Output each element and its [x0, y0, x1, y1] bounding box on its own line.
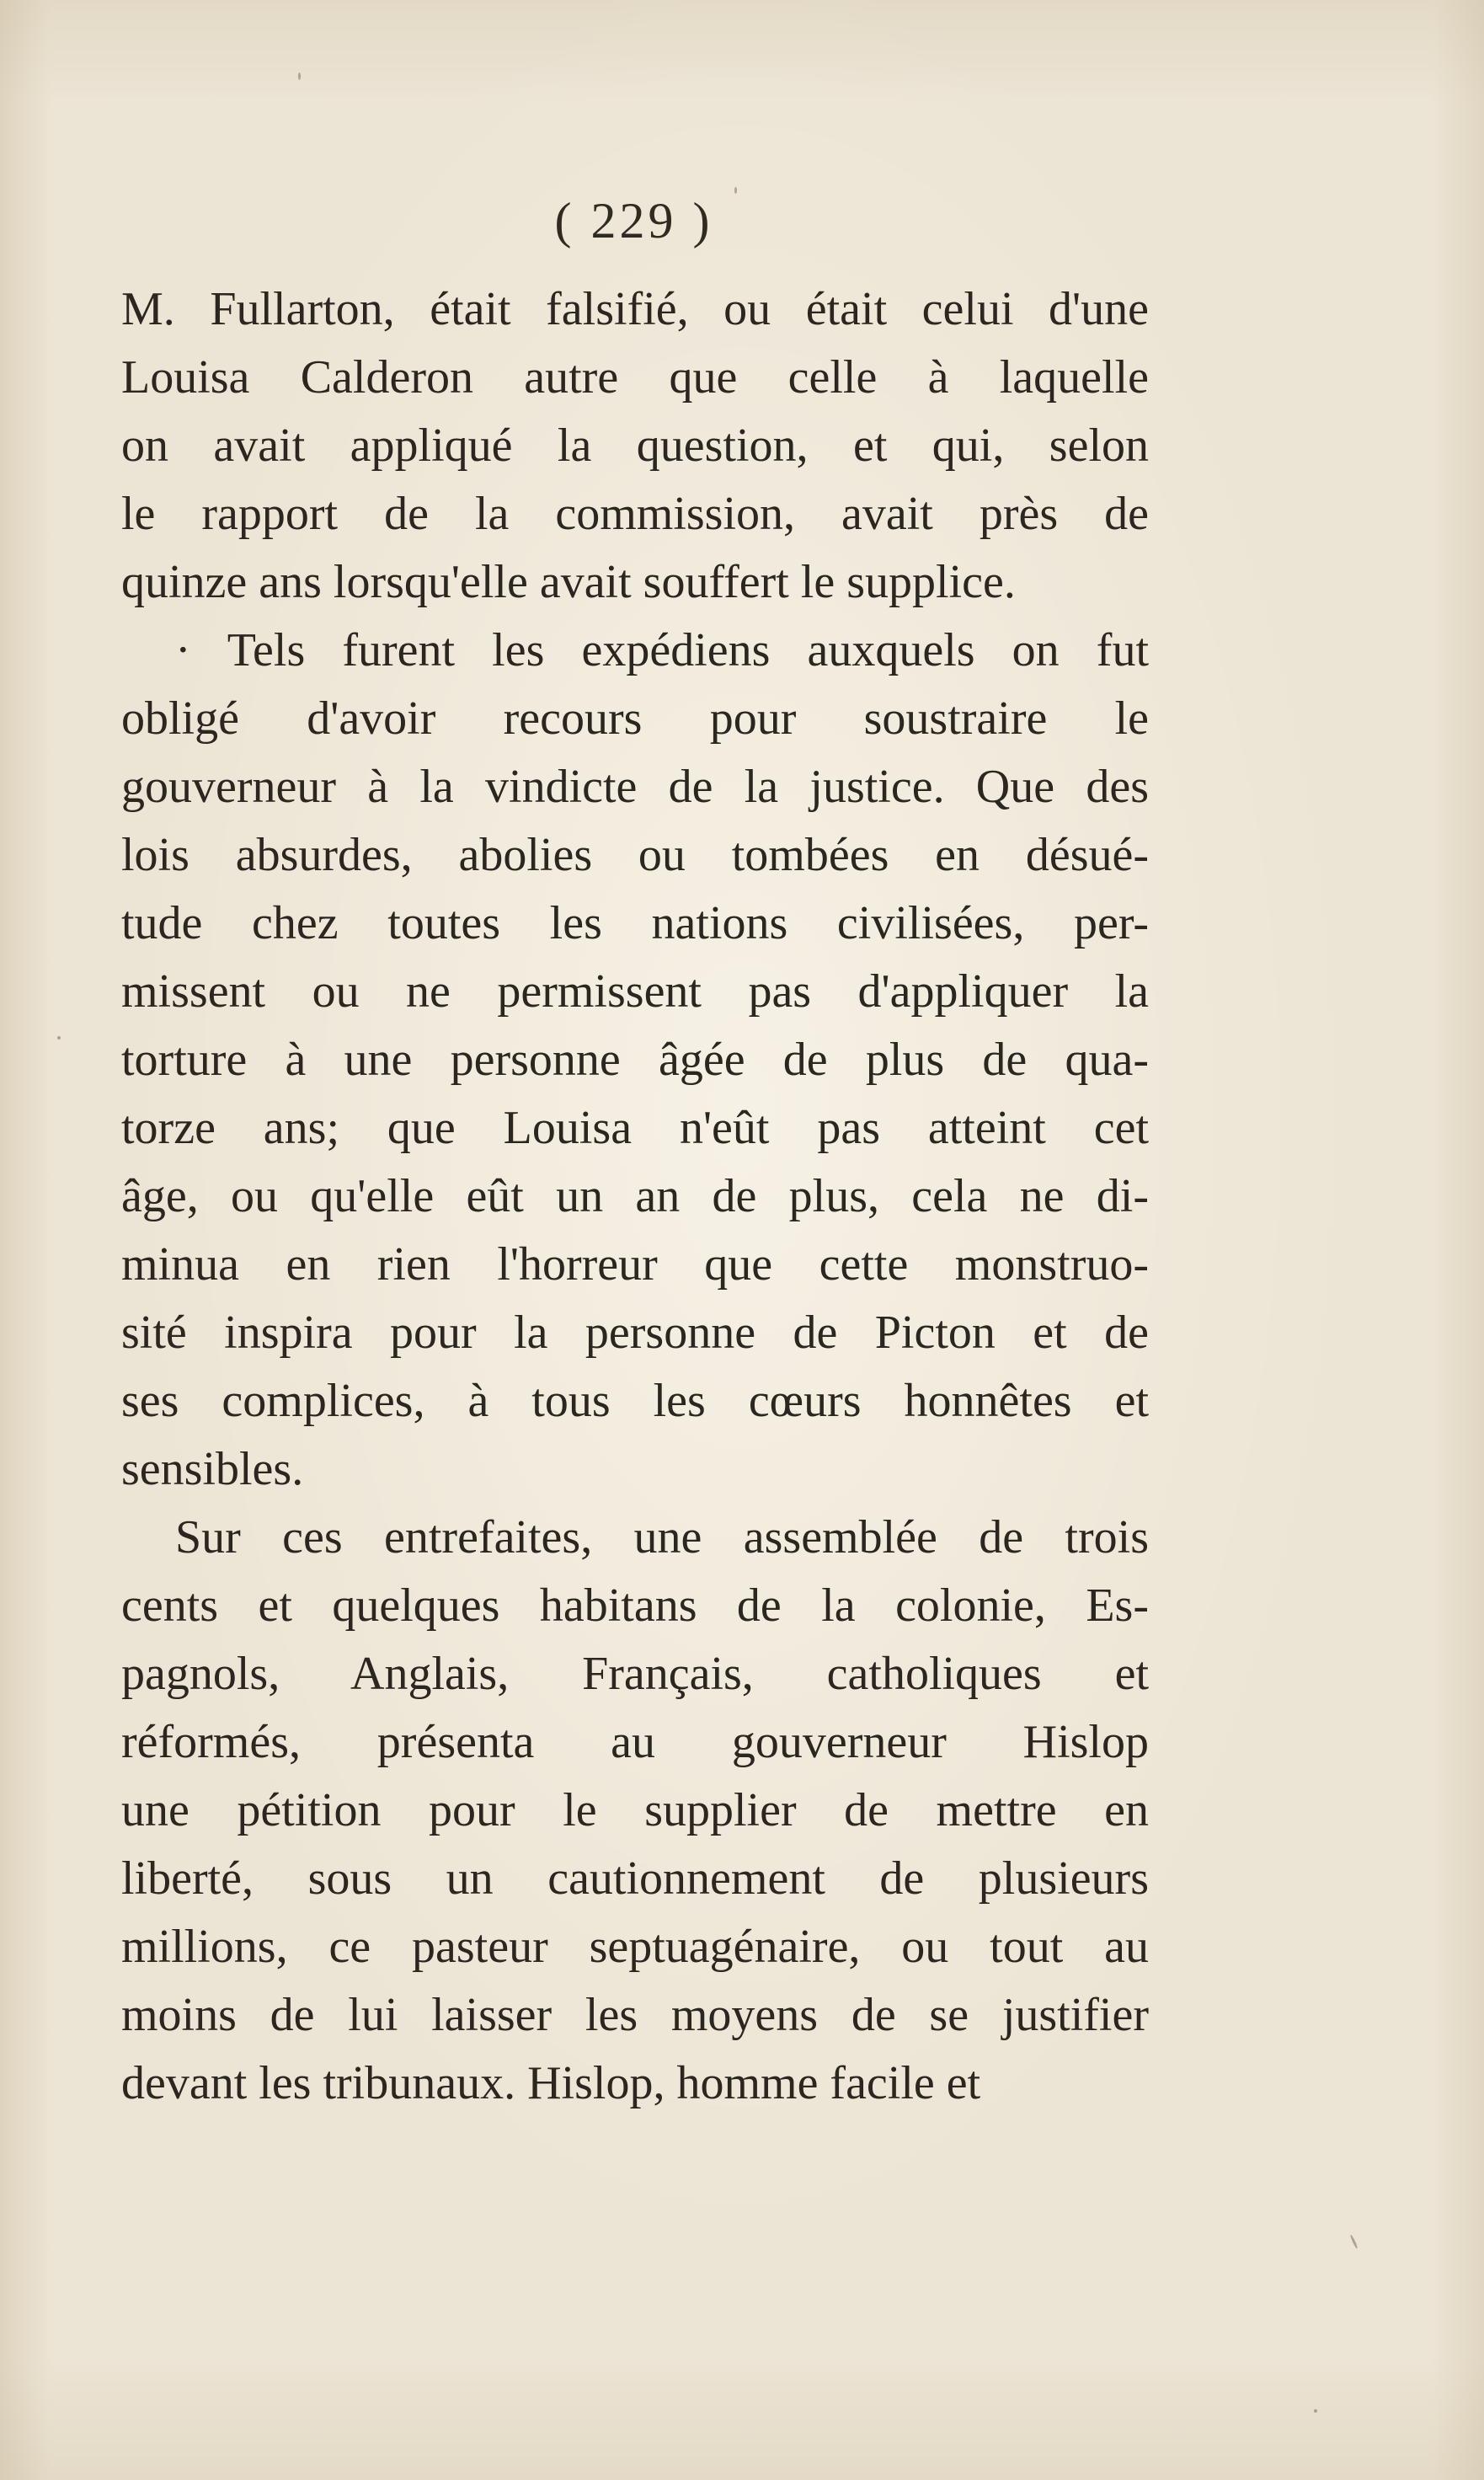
text-line: Sur ces entrefaites, une assemblée de trois — [175, 1511, 1149, 1563]
paper-speck — [298, 72, 301, 80]
page-number: ( 229 ) — [554, 193, 713, 249]
text-line: on avait appliqué la question, et qui, selon — [121, 420, 1149, 472]
text-line: sensibles. — [121, 1443, 304, 1495]
text-line: · Tels furent les expédiens auxquels on fut — [175, 624, 1149, 676]
text-line: tude chez toutes les nations civilisées, per- — [121, 897, 1149, 949]
text-line: quinze ans lorsqu'elle avait souffert le supplice. — [121, 556, 1016, 608]
text-line: liberté, sous un cautionnement de plusieurs — [121, 1852, 1149, 1905]
text-line: âge, ou qu'elle eût un an de plus, cela ne di- — [121, 1170, 1149, 1222]
text-line: missent ou ne permissent pas d'appliquer la — [121, 965, 1149, 1018]
text-line: réformés, présenta au gouverneur Hislop — [121, 1716, 1149, 1768]
text-line: gouverneur à la vindicte de la justice. Que des — [121, 761, 1149, 813]
text-line: moins de lui laisser les moyens de se justifier — [121, 1989, 1149, 2041]
text-line: lois absurdes, abolies ou tombées en désué- — [121, 829, 1149, 881]
text-line: torze ans; que Louisa n'eût pas atteint cet — [121, 1102, 1149, 1154]
text-line: sité inspira pour la personne de Picton et de — [121, 1307, 1149, 1359]
paper-speck — [57, 1036, 61, 1040]
text-line: Louisa Calderon autre que celle à laquelle — [121, 351, 1149, 404]
text-line: une pétition pour le supplier de mettre en — [121, 1784, 1149, 1836]
paper-speck — [1349, 2234, 1358, 2249]
text-line: pagnols, Anglais, Français, catholiques et — [121, 1648, 1149, 1700]
text-line: obligé d'avoir recours pour soustraire le — [121, 692, 1149, 745]
text-line: cents et quelques habitans de la colonie, Es- — [121, 1579, 1149, 1632]
body-text — [121, 275, 1149, 2118]
text-line: ses complices, à tous les cœurs honnêtes et — [121, 1375, 1149, 1427]
text-line: devant les tribunaux. Hislop, homme facile et — [121, 2057, 981, 2109]
text-line: torture à une personne âgée de plus de qua- — [121, 1034, 1149, 1086]
text-line: le rapport de la commission, avait près de — [121, 488, 1149, 540]
text-line: M. Fullarton, était falsifié, ou était celui d'une — [121, 283, 1149, 335]
text-line: millions, ce pasteur septuagénaire, ou tout au — [121, 1921, 1149, 1973]
text-line: minua en rien l'horreur que cette monstruo- — [121, 1238, 1149, 1291]
paper-speck — [1314, 2409, 1317, 2413]
